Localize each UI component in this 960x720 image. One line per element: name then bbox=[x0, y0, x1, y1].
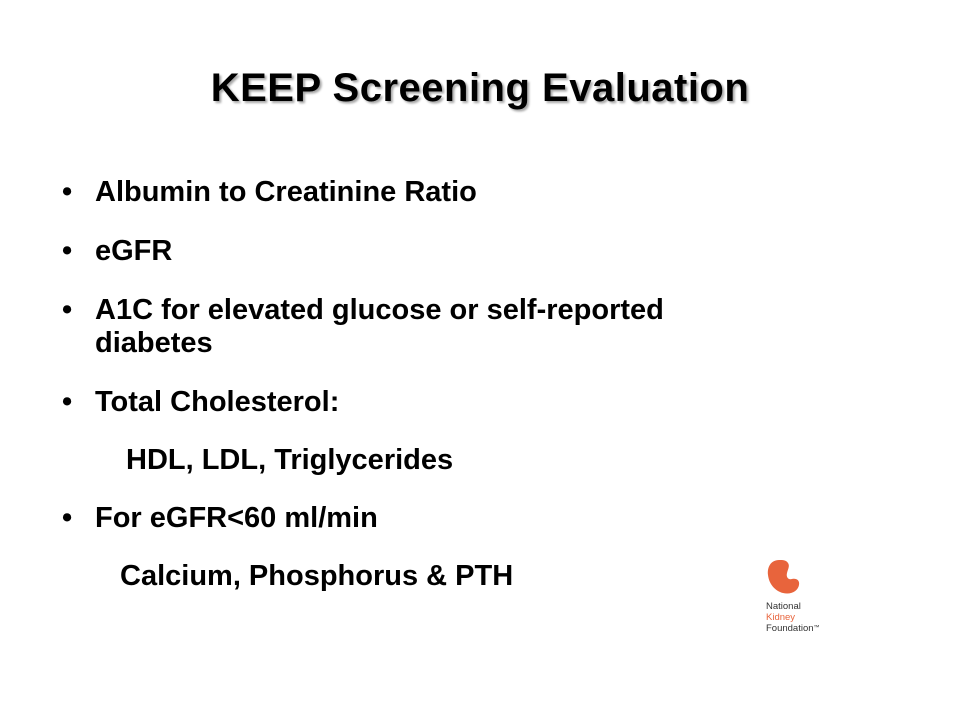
list-item-text: A1C for elevated glucose or self-reported bbox=[95, 294, 664, 326]
list-item-text: Total Cholesterol: bbox=[95, 386, 340, 418]
logo-line-national: National bbox=[766, 601, 801, 612]
bullet-marker: • bbox=[62, 502, 73, 534]
list-item-continuation: diabetes bbox=[95, 327, 213, 359]
logo-wordmark bbox=[766, 601, 820, 634]
logo-line-foundation bbox=[766, 623, 820, 634]
list-item bbox=[62, 174, 862, 210]
list-subitem: HDL, LDL, Triglycerides bbox=[126, 444, 454, 476]
logo-line-foundation-text: Foundation bbox=[766, 623, 814, 634]
bullet-marker: • bbox=[62, 294, 73, 326]
kidney-icon bbox=[765, 557, 805, 597]
list-item bbox=[62, 233, 862, 269]
list-subitem: Calcium, Phosphorus & PTH bbox=[120, 560, 514, 592]
list-item bbox=[62, 500, 862, 536]
bullet-marker: • bbox=[62, 386, 73, 418]
slide-title: KEEP Screening Evaluation bbox=[210, 66, 750, 110]
list-item-text: Albumin to Creatinine Ratio bbox=[95, 176, 477, 208]
bullet-marker: • bbox=[62, 235, 73, 267]
bullet-list bbox=[62, 174, 862, 592]
list-item bbox=[62, 384, 862, 420]
bullet-marker: • bbox=[62, 176, 73, 208]
logo-line-kidney: Kidney bbox=[766, 612, 796, 623]
list-item bbox=[62, 292, 862, 328]
logo-trademark: ™ bbox=[813, 625, 820, 631]
national-kidney-foundation-logo bbox=[765, 557, 845, 647]
list-item-text: For eGFR<60 ml/min bbox=[95, 502, 378, 534]
list-item-text: eGFR bbox=[95, 235, 173, 267]
